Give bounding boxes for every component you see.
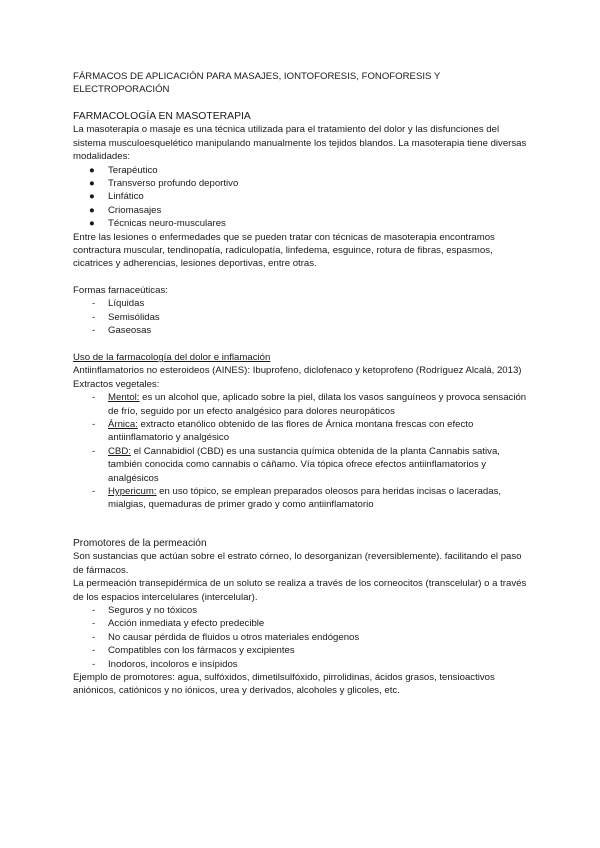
list-item: - Compatibles con los fármacos y excipientes — [92, 645, 295, 657]
aines-paragraph: Antiinflamatorios no esteroideos (AINES): Ibuprofeno, diclofenaco y ketoprofeno (Rodríguez Alcalá, 2013) — [73, 365, 522, 377]
masoterapia-intro: La masoterapia o masaje es una técnica utilizada para el tratamiento del dolor y las disfunciones del sistema musculoesquelético manipulando manualmente los tejidos blandos. La masoterapia tiene diversas modalidades: — [73, 124, 527, 163]
list-item — [73, 418, 528, 445]
list-item: ● Terapéutico — [89, 164, 158, 176]
dash-icon: - — [92, 486, 96, 498]
list-item: ● Técnicas neuro-musculares — [89, 218, 226, 230]
promotores-heading: Promotores de la permeación — [73, 538, 207, 549]
forms-list — [73, 297, 528, 337]
dash-icon: - — [92, 618, 96, 630]
list-item — [73, 391, 528, 418]
modalities-list — [73, 164, 528, 231]
list-item: - Seguros y no tóxicos — [92, 605, 198, 617]
extract-text: es un alcohol que, aplicado sobre la piel, dilata los vasos sanguíneos y provoca sensación de frío, seguido por un efecto analgésico para dolores neuropáticos — [108, 392, 527, 417]
formas-heading: Formas farnaceúticas: — [73, 285, 168, 296]
list-item: - Acción inmediata y efecto predecible — [92, 618, 265, 630]
dolor-heading: Uso de la farmacología del dolor e inflamación — [73, 352, 271, 363]
list-item: - Inodoros, incoloros e insípidos — [92, 658, 238, 670]
list-item — [73, 485, 528, 512]
dash-icon: - — [92, 445, 96, 457]
extracts-heading: Extractos vegetales: — [73, 378, 160, 390]
list-item: ● Linfático — [89, 191, 144, 203]
extract-name: Mentol: — [108, 392, 140, 404]
list-item: - Gaseosas — [92, 325, 152, 337]
document-title — [73, 70, 528, 97]
list-item: - Líquidas — [92, 298, 145, 310]
promotores-examples: Ejemplo de promotores: agua, sulfóxidos, dimetilsulfóxido, pirrolidinas, ácidos grasos, tensioactivos aniónicos, catiónicos y no iónicos, urea y derivados, alcoholes y glicoles, etc. — [73, 672, 495, 697]
list-item: ● Transverso profundo deportivo — [89, 178, 239, 190]
dash-icon: - — [92, 605, 96, 617]
bullet-icon: ● — [89, 164, 95, 176]
list-item: ● Criomasajes — [89, 204, 162, 216]
promotores-paragraph-1: Son sustancias que actúan sobre el estrato córneo, lo desorganizan (reversiblemente). facilitando el paso de fármacos. — [73, 551, 522, 576]
bullet-icon: ● — [89, 178, 95, 190]
properties-list — [73, 604, 528, 671]
bullet-icon: ● — [89, 218, 95, 230]
dash-icon: - — [92, 419, 96, 431]
section-heading-masoterapia: FARMACOLOGÍA EN MASOTERAPIA — [73, 111, 251, 122]
extract-text: el Cannabidiol (CBD) es una sustancia química obtenida de la planta Cannabis sativa, también conocida como cannabis o cáñamo. Vía tópica ofrece efectos antiinflamatorios y analgésicos — [108, 445, 500, 484]
extract-name: CBD: — [108, 445, 131, 457]
dash-icon: - — [92, 645, 96, 657]
extract-text: extracto etanólico obtenido de las flores de Árnica montana frescas con efecto antiinflamatorio y analgésico — [108, 419, 474, 444]
dash-icon: - — [92, 311, 96, 323]
dash-icon: - — [92, 658, 96, 670]
promotores-paragraph-2: La permeación transepidérmica de un soluto se realiza a través de los corneocitos (transcelular) o a través de los espacios intercelulares (intercelular). — [73, 578, 527, 603]
dash-icon: - — [92, 298, 96, 310]
extracts-list — [73, 391, 528, 512]
list-item: - Semisólidas — [92, 311, 160, 323]
dash-icon: - — [92, 392, 96, 404]
bullet-icon: ● — [89, 191, 95, 203]
list-item: - No causar pérdida de fluidos u otros materiales endógenos — [92, 631, 360, 643]
extract-text: en uso tópico, se emplean preparados oleosos para heridas incisas o laceradas, mialgias, quemaduras de primer grado y como antiinflamatorio — [108, 486, 502, 511]
title-line-2: ELECTROPORACIÓN — [73, 84, 170, 96]
extract-name: Hypericum: — [108, 486, 157, 498]
title-line-1: FÁRMACOS DE APLICACIÓN PARA MASAJES, IONTOFORESIS, FONOFORESIS Y — [73, 71, 441, 82]
list-item — [73, 445, 528, 485]
section-formas — [73, 284, 528, 338]
extract-name: Árnica: — [108, 419, 138, 431]
section-farmacologia-dolor — [73, 351, 528, 512]
section-promotores — [73, 537, 528, 698]
lesions-paragraph: Entre las lesiones o enfermedades que se pueden tratar con técnicas de masoterapia encontramos contractura muscular, tendinopatía, radiculopatía, linfedema, esguince, rotura de fibras, espasmos, cicatrices y adherencias, lesiones deportivas, entre otras. — [73, 231, 495, 270]
dash-icon: - — [92, 631, 96, 643]
bullet-icon: ● — [89, 204, 95, 216]
section-masoterapia — [73, 110, 528, 271]
dash-icon: - — [92, 325, 96, 337]
